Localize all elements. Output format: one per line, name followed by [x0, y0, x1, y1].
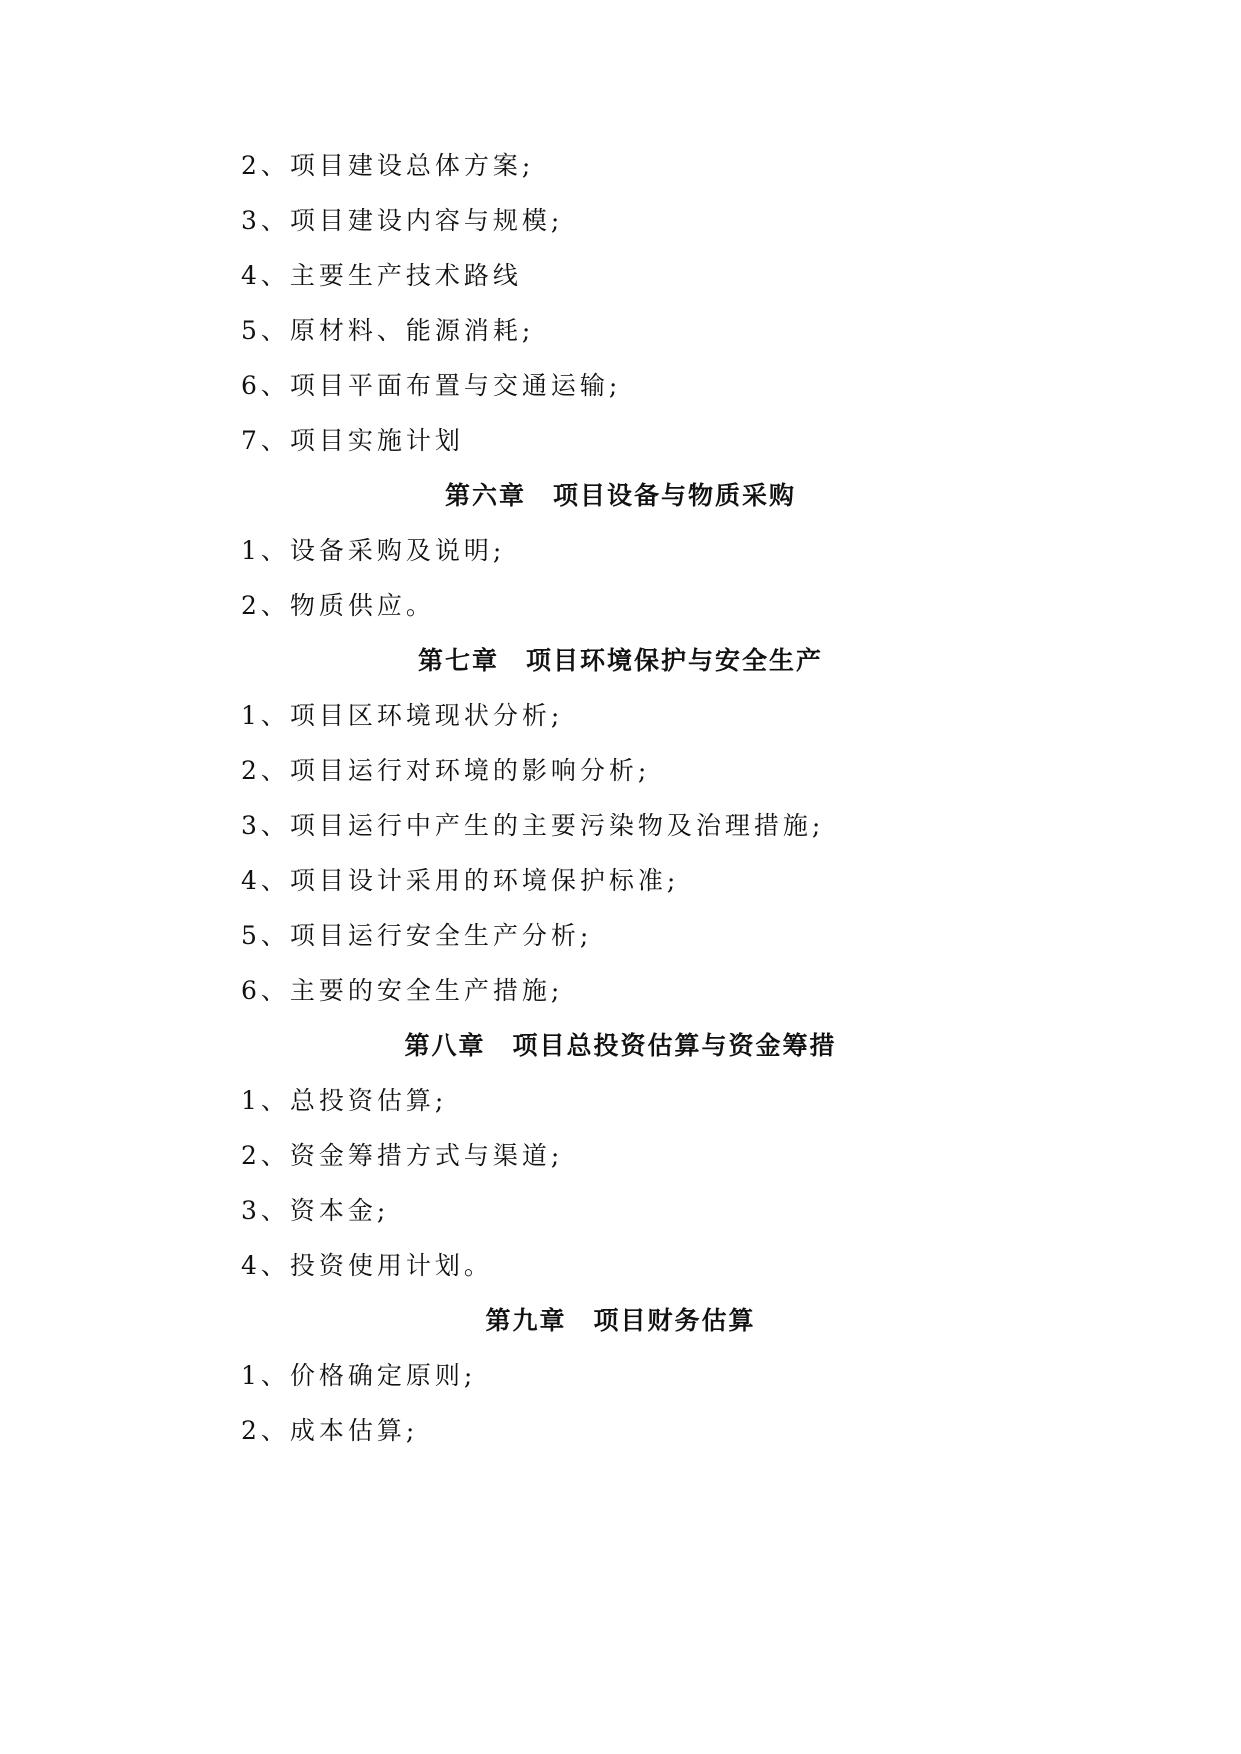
list-item: 5、项目运行安全生产分析;	[241, 921, 593, 950]
list-item: 4、项目设计采用的环境保护标准;	[241, 866, 680, 895]
chapter-heading: 第九章 项目财务估算	[485, 1306, 756, 1335]
list-item: 3、资本金;	[241, 1196, 390, 1225]
list-item: 2、物质供应。	[241, 591, 435, 620]
list-item: 2、成本估算;	[241, 1416, 419, 1445]
list-item: 6、主要的安全生产措施;	[241, 976, 564, 1005]
list-item: 2、项目建设总体方案;	[241, 151, 535, 180]
chapter-heading: 第六章 项目设备与物质采购	[444, 481, 796, 510]
list-item: 1、总投资估算;	[241, 1086, 448, 1115]
list-item: 1、项目区环境现状分析;	[241, 701, 564, 730]
list-item: 4、投资使用计划。	[241, 1251, 493, 1280]
list-item: 1、设备采购及说明;	[241, 536, 506, 565]
list-item: 1、价格确定原则;	[241, 1361, 477, 1390]
list-item: 6、项目平面布置与交通运输;	[241, 371, 622, 400]
chapter-heading: 第八章 项目总投资估算与资金筹措	[404, 1031, 837, 1060]
list-item: 3、项目运行中产生的主要污染物及治理措施;	[241, 811, 825, 840]
list-item: 4、主要生产技术路线	[241, 261, 522, 290]
chapter-heading: 第七章 项目环境保护与安全生产	[417, 646, 823, 675]
list-item: 3、项目建设内容与规模;	[241, 206, 564, 235]
list-item: 7、项目实施计划	[241, 426, 464, 455]
list-item: 2、资金筹措方式与渠道;	[241, 1141, 564, 1170]
list-item: 2、项目运行对环境的影响分析;	[241, 756, 651, 785]
list-item: 5、原材料、能源消耗;	[241, 316, 535, 345]
